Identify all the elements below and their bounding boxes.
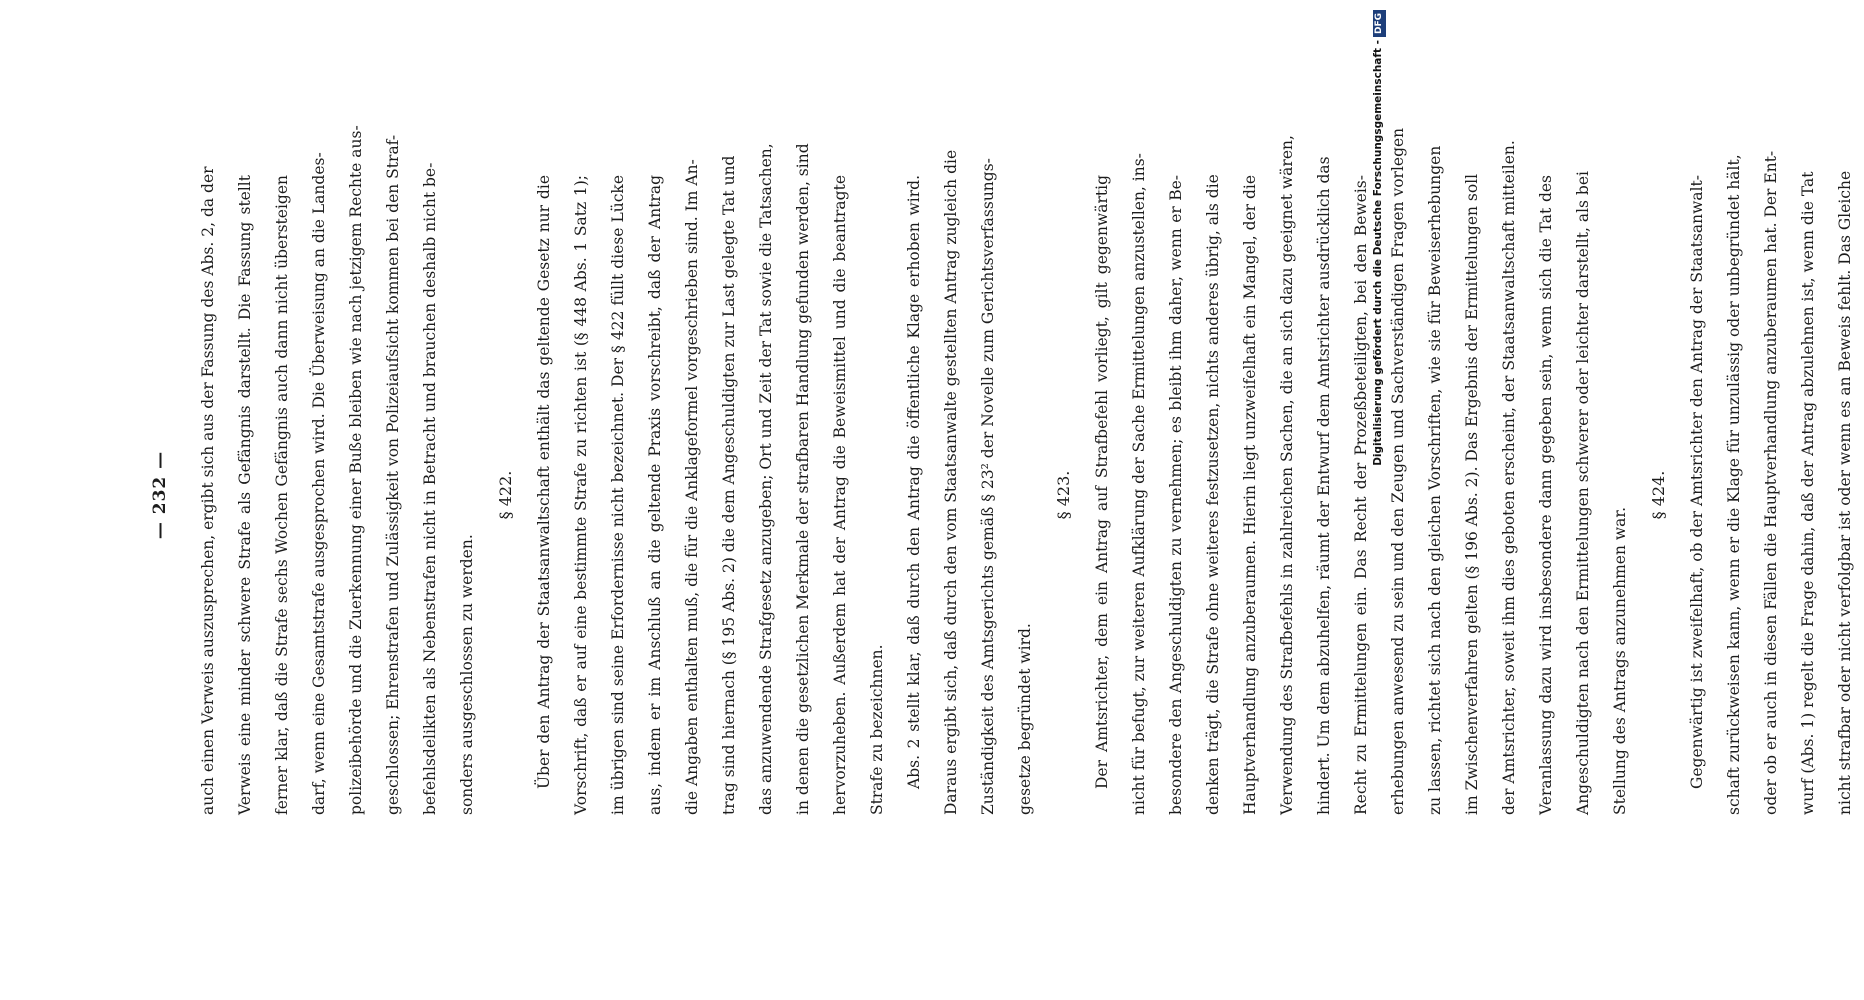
text-line: befehlsdelikten als Nebenstrafen nicht in Betracht und brauchen deshalb nicht be- [421,162,439,815]
text-line: Abs. 2 stellt klar, daß durch den Antrag die öffentliche Klage erhoben wird. [905,175,923,789]
section-heading: § 422. [496,470,515,520]
text-line: trag sind hiernach (§ 195 Abs. 2) die dem Angeschuldigten zur Last gelegte Tat und [720,155,738,815]
section-heading: § 424. [1649,470,1668,520]
text-line: Vorschrift, daß er auf eine bestimmte Strafe zu richten ist (§ 448 Abs. 1 Satz 1); [572,175,590,815]
text-line: Verweis eine minder schwere Strafe als Gefängnis darstellt. Die Fassung stellt [236,175,254,815]
text-line: das anzuwendende Strafgesetz anzugeben; Ort und Zeit der Tat sowie die Tatsachen, [757,143,775,815]
digitization-sidebar [1366,10,1390,995]
text-line: Über den Antrag der Staatsanwaltschaft enthält das geltende Gesetz nur die [535,175,553,789]
text-line: hindert. Um dem abzuhelfen, räumt der Entwurf dem Amtsrichter ausdrücklich das [1315,156,1333,815]
text-line: Hauptverhandlung anzuberaumen. Hierin liegt unzweifelhaft ein Mangel, der die [1241,174,1259,815]
text-line: geschlossen; Ehrenstrafen und Zulässigkeit von Polizeiaufsicht kommen bei den Straf- [384,134,402,815]
text-line: Recht zu Ermittelungen ein. Das Recht der Prozeßbeteiligten, bei den Beweis- [1352,175,1370,815]
digitization-credit [1368,10,1388,995]
text-line: Veranlassung dazu wird insbesondere dann gegeben sein, wenn sich die Tat des [1537,175,1555,815]
text-line: die Angaben enthalten muß, die für die Anklageformel vorgeschrieben sind. Im An- [683,159,701,815]
credit-text: Digitalisierung gefördert durch die Deutsche Forschungsgemeinschaft - [1372,40,1384,466]
text-line: erhebungen anwesend zu sein und den Zeugen und Sachverständigen Fragen vorlegen [1389,127,1407,815]
text-line: aus, indem er im Anschluß an die geltende Praxis vorschreibt, daß der Antrag [646,175,664,815]
page-number: — 232 — [150,450,170,540]
text-line: Stellung des Antrags anzunehmen war. [1611,506,1629,815]
text-line: denken trägt, die Strafe ohne weiteres festzusetzen, nichts anderes übrig, als die [1204,174,1222,815]
text-line: wurf (Abs. 1) regelt die Frage dahin, daß der Antrag abzulehnen ist, wenn die Tat [1799,171,1817,815]
text-line: zu lassen, richtet sich nach den gleichen Vorschriften, wie sie für Beweiserhebungen [1426,145,1444,815]
text-line: gesetze begründet wird. [1016,623,1034,815]
text-line: Daraus ergibt sich, daß durch den vom Staatsanwalte gestellten Antrag zugleich die [942,149,960,815]
text-line: nicht für befugt, zur weiteren Aufklärung der Sache Ermittelungen anzustellen, ins- [1130,153,1148,815]
text-body [150,125,1864,815]
text-line: in denen die gesetzlichen Merkmale der strafbaren Handlung gefunden werden, sind [794,143,812,815]
text-line: Strafe zu bezeichnen. [868,644,886,815]
text-line: Angeschuldigten nach den Ermittelungen schwerer oder leichter darstellt, als bei [1574,171,1592,815]
text-line: Gegenwärtig ist zweifelhaft, ob der Amtsrichter den Antrag der Staatsanwalt- [1688,175,1706,789]
text-line: nicht strafbar oder nicht verfolgbar ist oder wenn es an Beweis fehlt. Das Gleiche [1836,170,1854,815]
text-line: oder ob er auch in diesen Fällen die Hauptverhandlung anzuberaumen hat. Der Ent- [1762,150,1780,815]
text-line: Verwendung des Strafbefehls in zahlreichen Sachen, die an sich dazu geeignet wären, [1278,135,1296,815]
text-line: polizeibehörde und die Zuerkennung einer Buße bleiben wie nach jetzigem Rechte aus- [347,125,365,815]
text-line: der Amtsrichter, soweit ihm dies geboten erscheint, der Staatsanwaltschaft mitteilen. [1500,140,1518,815]
section-heading: § 423. [1054,470,1073,520]
text-line: auch einen Verweis auszusprechen, ergibt sich aus der Fassung des Abs. 2, da der [199,166,217,815]
text-line: hervorzuheben. Außerdem hat der Antrag die Beweismittel und die beantragte [831,175,849,815]
text-line: besondere den Angeschuldigten zu vernehmen; es bleibt ihm daher, wenn er Be- [1167,175,1185,815]
text-line: sonders ausgeschlossen zu werden. [458,534,476,815]
text-line: ferner klar, daß die Strafe sechs Wochen Gefängnis auch dann nicht übersteigen [273,175,291,815]
text-line: im übrigen sind seine Erfordernisse nicht bezeichnet. Der § 422 füllt diese Lücke [609,175,627,815]
dfg-logo: DFG [1373,10,1386,37]
text-line: darf, wenn eine Gesamtstrafe ausgesprochen wird. Die Überweisung an die Landes- [310,152,328,815]
text-line: Zuständigkeit des Amtsgerichts gemäß § 23² der Novelle zum Gerichtsverfassungs- [979,158,997,815]
text-line: im Zwischenverfahren gelten (§ 196 Abs. 2). Das Ergebnis der Ermittelungen soll [1463,173,1481,815]
text-line: schaft zurückweisen kann, wenn er die Klage für unzulässig oder unbegründet hält, [1725,154,1743,815]
text-line: Der Amtsrichter, dem ein Antrag auf Strafbefehl vorliegt, gilt gegenwärtig [1093,175,1111,789]
